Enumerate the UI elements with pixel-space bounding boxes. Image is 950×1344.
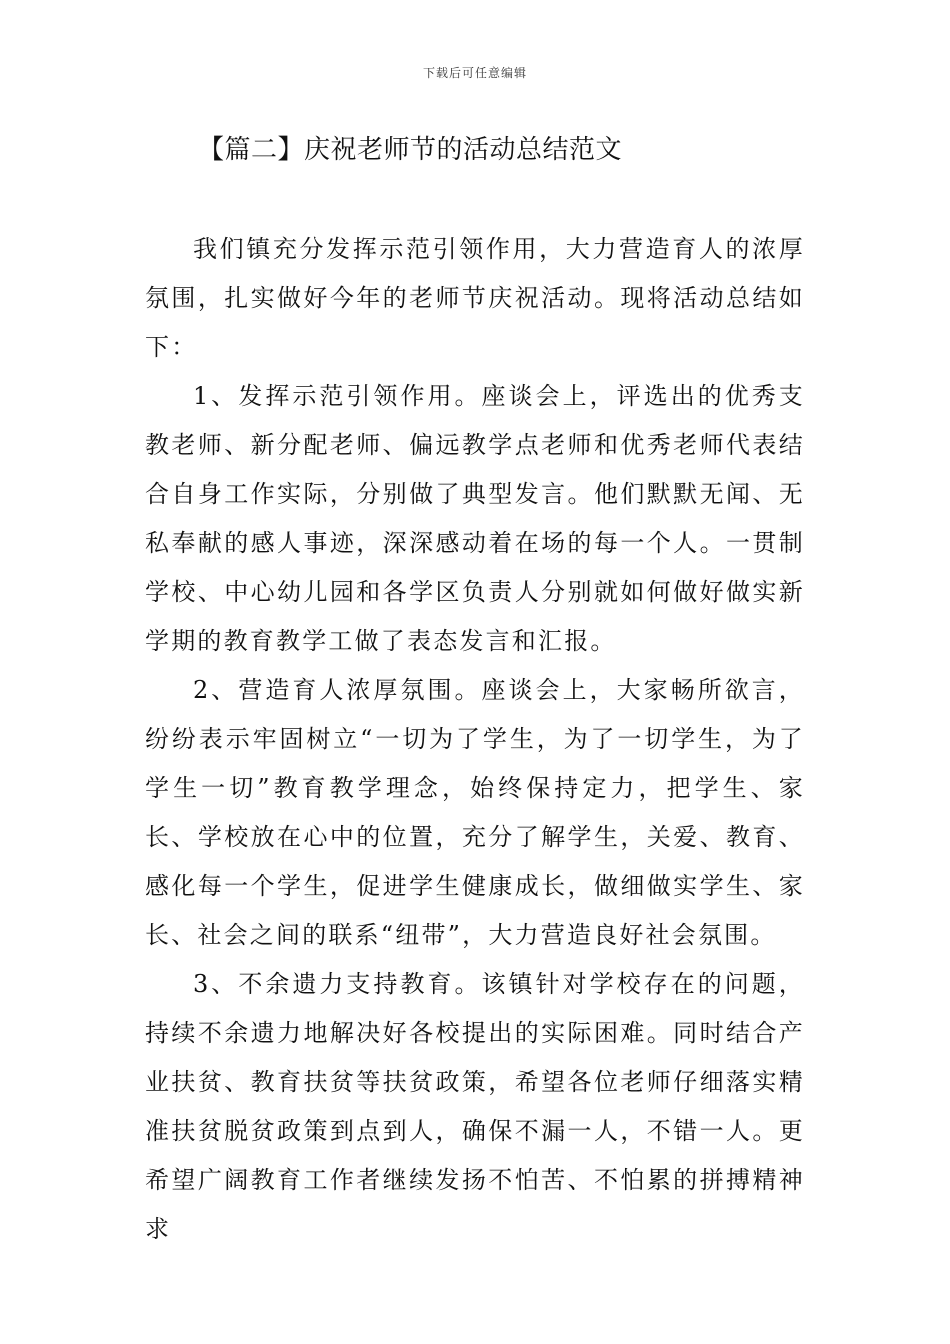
document-title: 【篇二】庆祝老师节的活动总结范文	[198, 135, 623, 165]
paragraph-item-3: 3、不余遗力支持教育。该镇针对学校存在的问题，持续不余遗力地解决好各校提出的实际困难。同时结合产业扶贫、教育扶贫等扶贫政策，希望各位老师仔细落实精准扶贫脱贫政策到点到人，确保不漏一人，不错一人。更希望广阔教育工作者继续发扬不怕苦、不怕累的拼搏精神求	[145, 970, 805, 1243]
paragraph-intro: 我们镇充分发挥示范引领作用，大力营造育人的浓厚氛围，扎实做好今年的老师节庆祝活动。现将活动总结如下：	[145, 235, 805, 361]
document-body	[145, 225, 805, 1254]
header-note: 下载后可任意编辑	[422, 66, 527, 80]
paragraph-item-2: 2、营造育人浓厚氛围。座谈会上，大家畅所欲言，纷纷表示牢固树立“一切为了学生，为了一切学生，为了学生一切”教育教学理念，始终保持定力，把学生、家长、学校放在心中的位置，充分了解学生，关爱、教育、感化每一个学生，促进学生健康成长，做细做实学生、家长、社会之间的联系“纽带”，大力营造良好社会氛围。	[145, 676, 805, 949]
paragraph-item-1: 1、发挥示范引领作用。座谈会上，评选出的优秀支教老师、新分配老师、偏远教学点老师和优秀老师代表结合自身工作实际，分别做了典型发言。他们默默无闻、无私奉献的感人事迹，深深感动着在场的每一个人。一贯制学校、中心幼儿园和各学区负责人分别就如何做好做实新学期的教育教学工做了表态发言和汇报。	[145, 382, 805, 655]
